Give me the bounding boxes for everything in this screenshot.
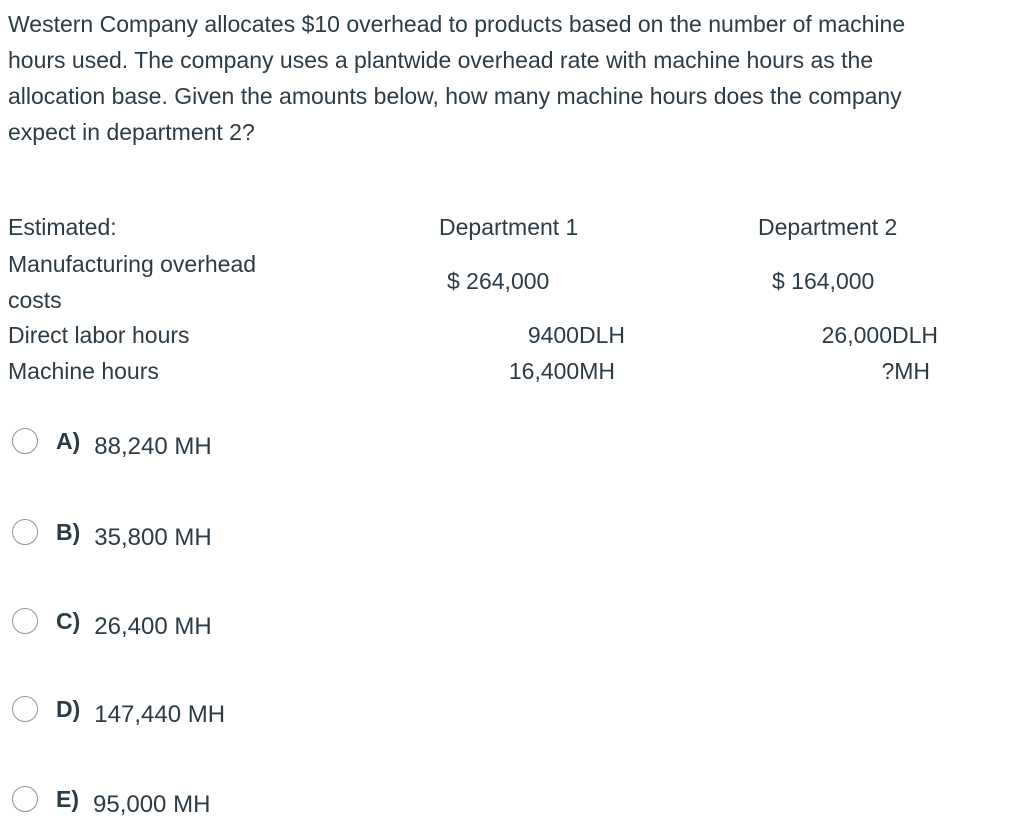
option-b[interactable] [12,512,212,552]
option-c[interactable] [12,601,212,641]
option-d[interactable] [12,689,225,729]
question-text: Western Company allocates $10 overhead to products based on the number of machine hours used. The company uses a plantwide overhead rate with machine hours as the allocation base. Given the amounts below, how many machine hours does the company expect in department 2? [8,11,906,145]
option-letter: A) [56,427,81,454]
department-2-header: Department 2 [758,214,898,240]
option-letter: B) [56,518,81,545]
dept2-overhead-value: $ 164,000 [772,268,875,294]
radio-button[interactable] [12,696,38,722]
radio-button[interactable] [12,608,38,634]
option-e[interactable] [12,779,210,819]
dept1-mh-value: 16,400MH [508,358,615,384]
dept1-dlh-value: 9400DLH [527,322,625,348]
machine-hours-label: Machine hours [8,358,159,384]
dept2-mh-value: ?MH [881,358,930,384]
radio-button[interactable] [12,428,38,454]
radio-button[interactable] [12,786,38,812]
option-text: 88,240 MH [94,433,212,460]
option-letter: C) [56,607,81,634]
option-text: 95,000 MH [93,791,211,818]
overhead-label-line2: costs [8,287,62,313]
dept2-dlh-value: 26,000DLH [821,322,938,348]
overhead-label-line1: Manufacturing overhead [8,251,257,277]
estimated-label: Estimated: [8,214,117,240]
dept1-overhead-value: $ 264,000 [447,268,550,294]
option-letter: E) [56,785,79,812]
department-1-header: Department 1 [439,214,579,240]
direct-labor-hours-label: Direct labor hours [8,322,190,348]
option-letter: D) [56,695,81,722]
radio-button[interactable] [12,519,38,545]
option-text: 26,400 MH [94,613,212,640]
option-text: 147,440 MH [94,701,226,728]
option-text: 35,800 MH [94,524,212,551]
option-a[interactable] [12,421,212,461]
